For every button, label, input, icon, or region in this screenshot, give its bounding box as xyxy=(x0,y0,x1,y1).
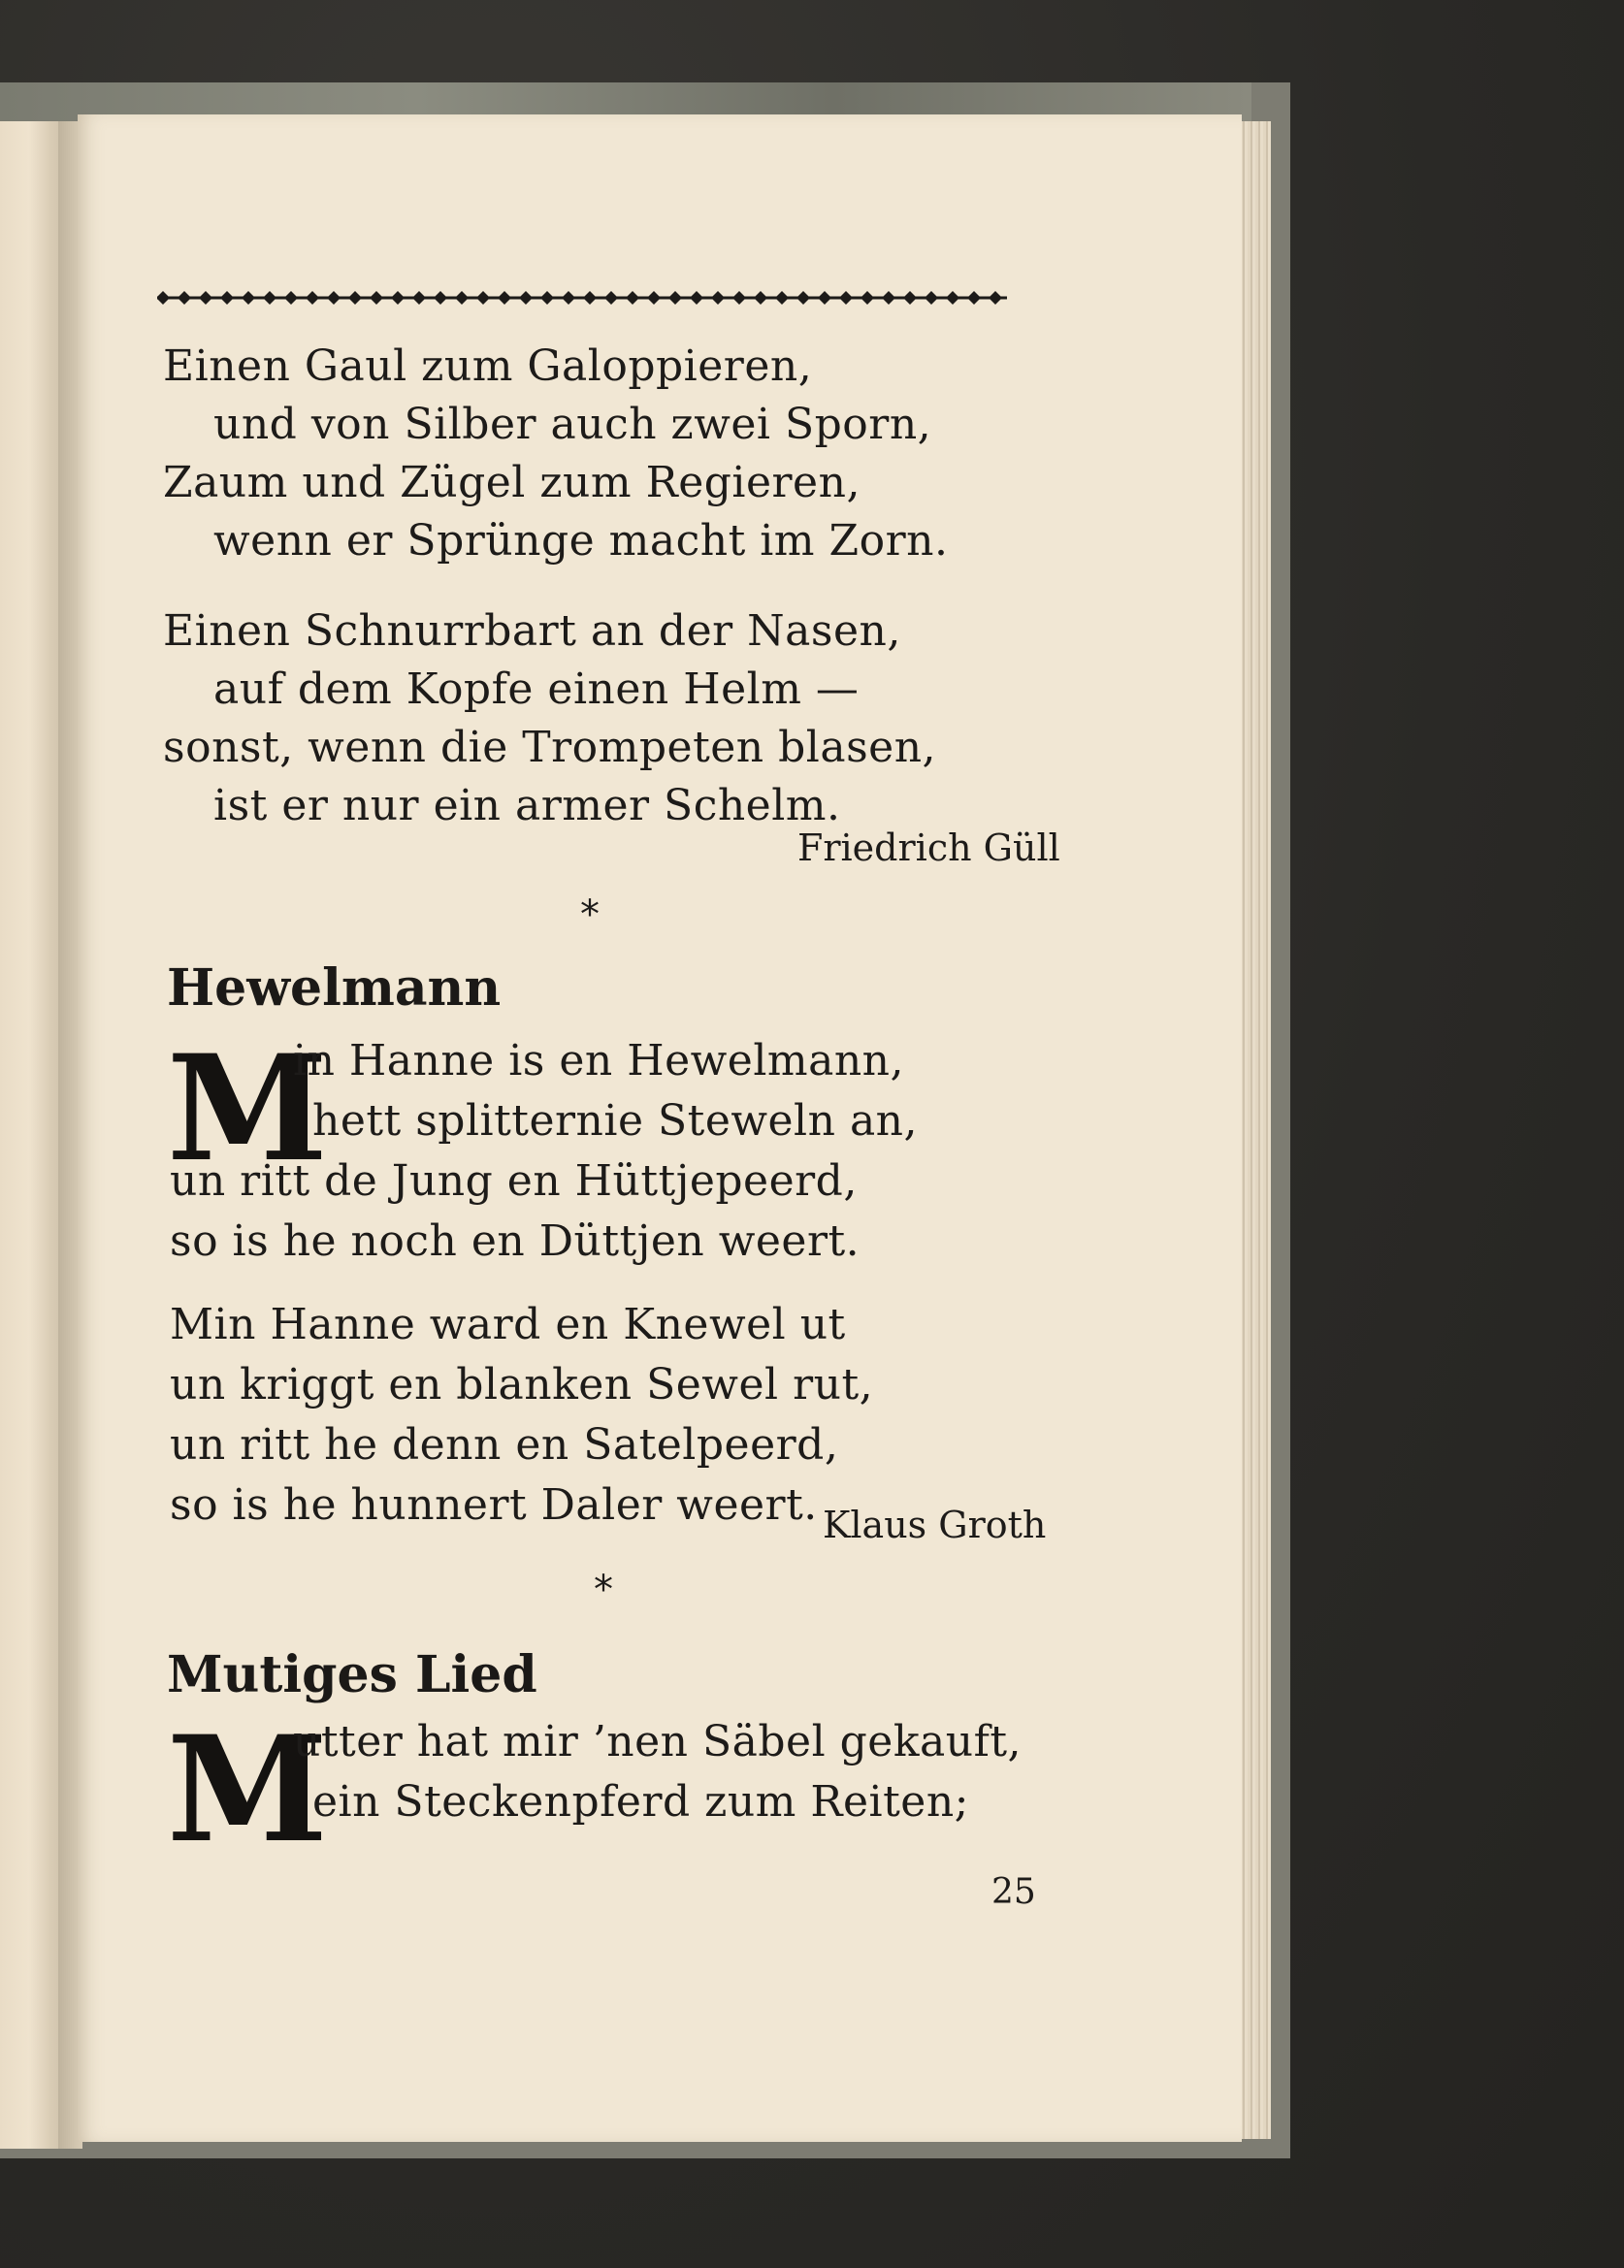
ornament-diamond xyxy=(540,291,554,305)
poem-line: sonst, wenn die Trompeten blasen, xyxy=(163,723,937,772)
ornament-diamond xyxy=(242,291,255,305)
ornament-diamond xyxy=(754,291,767,305)
ornament-diamond xyxy=(903,291,917,305)
ornament-rule xyxy=(157,287,1007,308)
poem-line: un ritt he denn en Satelpeerd, xyxy=(170,1420,839,1470)
poem-title: Mutiges Lied xyxy=(167,1645,537,1704)
ornament-diamond xyxy=(306,291,319,305)
ornament-diamond xyxy=(796,291,810,305)
poem-line: hett splitternie Steweln an, xyxy=(312,1096,919,1146)
ornament-diamond xyxy=(220,291,234,305)
ornament-diamond xyxy=(626,291,639,305)
ornament-diamond xyxy=(925,291,938,305)
ornament-diamond xyxy=(327,291,341,305)
poem-line: un ritt de Jung en Hüttjepeerd, xyxy=(170,1156,858,1206)
ornament-diamond xyxy=(157,291,170,305)
ornament-diamond xyxy=(434,291,447,305)
ornament-diamond xyxy=(882,291,895,305)
ornament-diamond xyxy=(732,291,746,305)
ornament-diamond xyxy=(818,291,831,305)
drop-cap: M xyxy=(167,1704,329,1875)
ornament-diamond xyxy=(861,291,874,305)
poem-line: in Hanne is en Hewelmann, xyxy=(293,1036,905,1085)
poem-line: un kriggt en blanken Sewel rut, xyxy=(170,1360,874,1409)
ornament-diamond xyxy=(476,291,490,305)
ornament-diamond xyxy=(263,291,276,305)
ornament-diamond xyxy=(455,291,469,305)
ornament-diamond xyxy=(604,291,618,305)
ornament-diamond xyxy=(583,291,597,305)
ornament-diamond xyxy=(562,291,575,305)
ornament-diamond xyxy=(647,291,661,305)
ornament-diamond xyxy=(690,291,703,305)
ornament-diamond xyxy=(519,291,533,305)
author-name: Klaus Groth xyxy=(823,1504,1047,1546)
poem-line: und von Silber auch zwei Sporn, xyxy=(213,400,932,449)
ornament-diamond xyxy=(839,291,853,305)
poem-line: Zaum und Zügel zum Regieren, xyxy=(163,458,861,507)
ornament-diamond xyxy=(412,291,426,305)
author-name: Friedrich Güll xyxy=(797,826,1060,869)
ornament-diamond xyxy=(989,291,1002,305)
ornament-diamond xyxy=(199,291,212,305)
poem-line: ein Steckenpferd zum Reiten; xyxy=(312,1777,970,1827)
poem-line: Min Hanne ward en Knewel ut xyxy=(170,1300,846,1349)
drop-cap: M xyxy=(167,1023,329,1194)
poem-line: ist er nur ein armer Schelm. xyxy=(213,781,841,830)
ornament-diamond xyxy=(775,291,789,305)
separator-asterisk: * xyxy=(580,892,600,937)
poem-title: Hewelmann xyxy=(167,958,502,1018)
ornament-diamond xyxy=(391,291,405,305)
ornament-diamond xyxy=(711,291,725,305)
ornament-diamond xyxy=(370,291,383,305)
poem-line: wenn er Sprünge macht im Zorn. xyxy=(213,516,949,566)
poem-line: Einen Gaul zum Galoppieren, xyxy=(163,341,813,391)
poem-line: so is he noch en Düttjen weert. xyxy=(170,1216,861,1266)
ornament-diamond xyxy=(284,291,298,305)
poem-line: Einen Schnurrbart an der Nasen, xyxy=(163,606,901,656)
ornament-diamond xyxy=(668,291,682,305)
poem-line: so is he hunnert Daler weert. xyxy=(170,1480,818,1530)
ornament-diamond xyxy=(178,291,191,305)
separator-asterisk: * xyxy=(594,1568,613,1612)
ornament-diamond xyxy=(348,291,362,305)
ornament-diamond xyxy=(967,291,981,305)
poem-line: auf dem Kopfe einen Helm — xyxy=(213,664,860,714)
page-number: 25 xyxy=(991,1872,1036,1912)
poem-line: utter hat mir ’nen Säbel gekauft, xyxy=(293,1717,1023,1766)
ornament-diamond xyxy=(498,291,511,305)
ornament-diamond xyxy=(946,291,959,305)
